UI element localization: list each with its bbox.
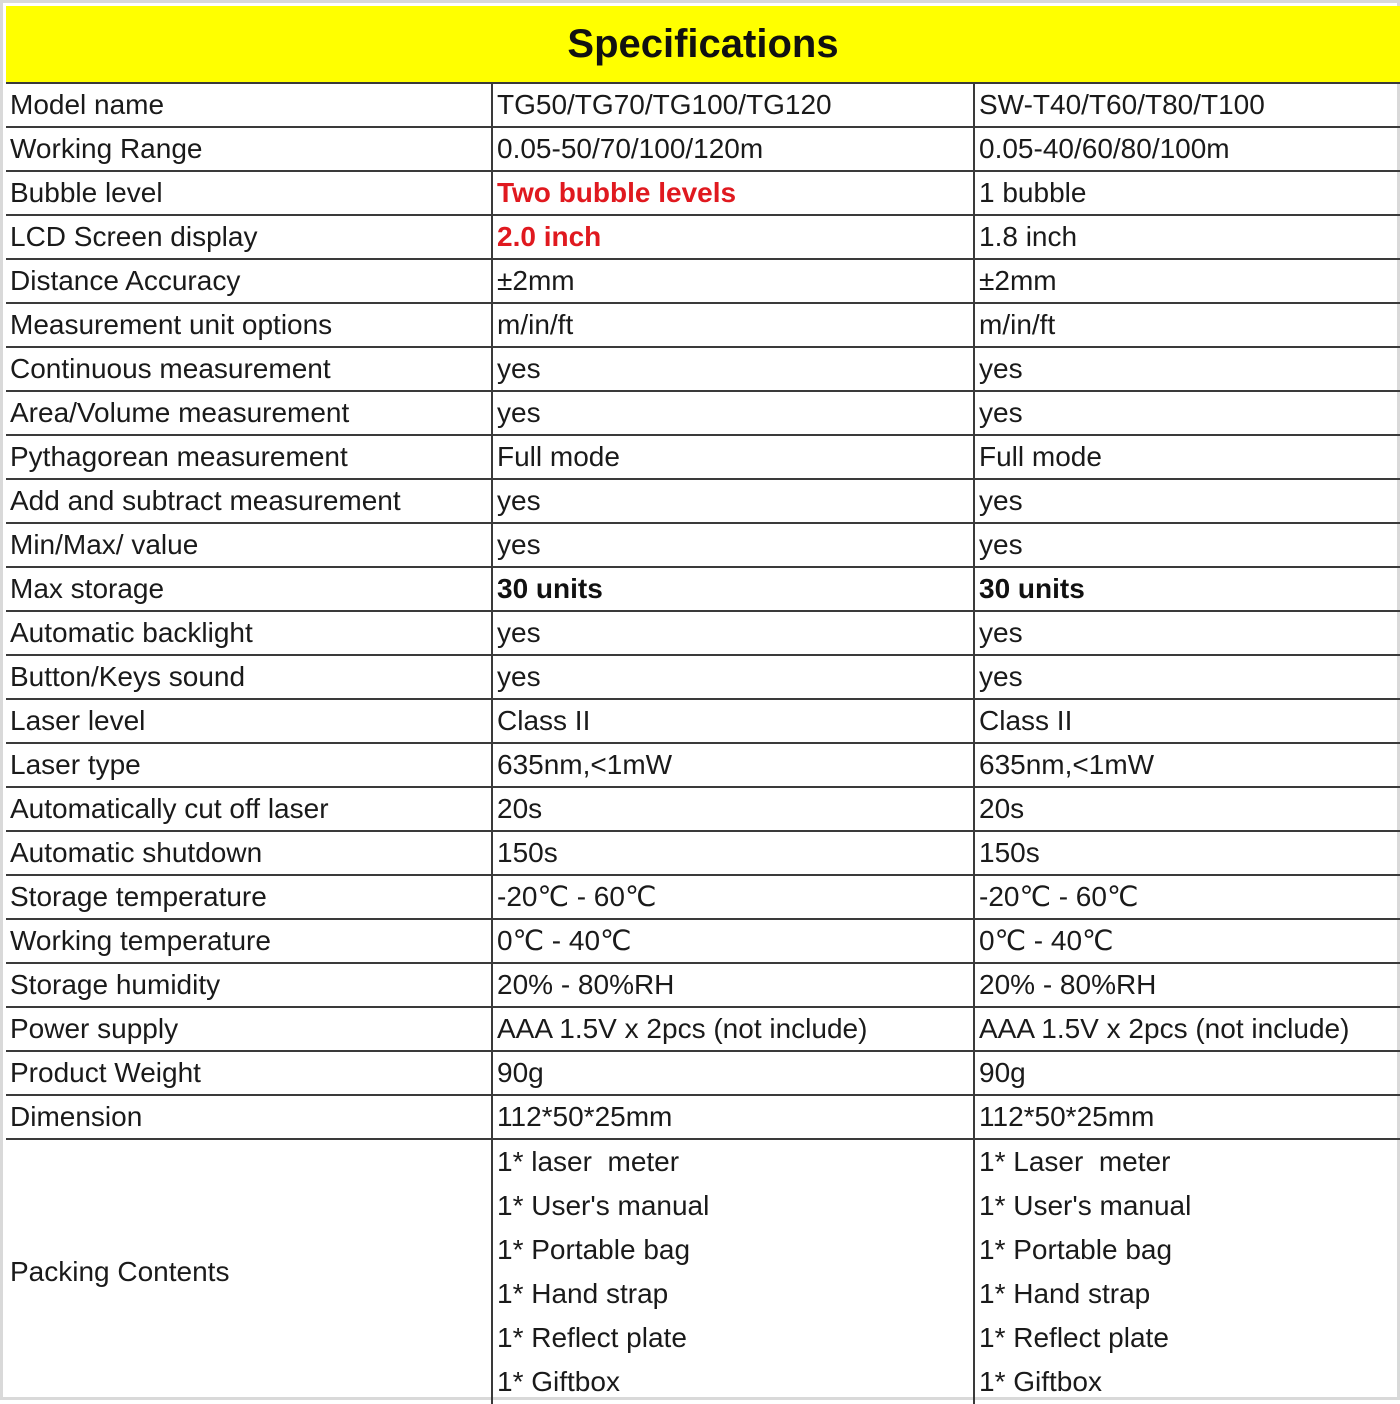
spec-row-bubble-level xyxy=(6,171,1400,215)
spec-row-min-max xyxy=(6,523,1400,567)
spec-value-tg: yes xyxy=(492,347,974,391)
spec-value-swt: yes xyxy=(974,391,1400,435)
spec-row-continuous xyxy=(6,347,1400,391)
spec-row-working-range xyxy=(6,127,1400,171)
spec-row-laser-cutoff xyxy=(6,787,1400,831)
spec-row-model-name xyxy=(6,84,1400,127)
spec-value-swt: Class II xyxy=(974,699,1400,743)
spec-row-laser-level xyxy=(6,699,1400,743)
spec-row-area-volume xyxy=(6,391,1400,435)
spec-value-tg: yes xyxy=(492,523,974,567)
spec-value-tg: Class II xyxy=(492,699,974,743)
spec-label: Max storage xyxy=(6,567,492,611)
spec-row-dimension xyxy=(6,1095,1400,1139)
spec-label: Continuous measurement xyxy=(6,347,492,391)
packing-item: 1* Hand strap xyxy=(979,1278,1151,1309)
packing-item: 1* Giftbox xyxy=(497,1366,620,1397)
packing-item: 1* Hand strap xyxy=(497,1278,669,1309)
spec-value-swt-bold: 30 units xyxy=(974,567,1400,611)
packing-item: 1* User's manual xyxy=(497,1190,710,1221)
spec-row-lcd-screen xyxy=(6,215,1400,259)
spec-value-tg: 0.05-50/70/100/120m xyxy=(492,127,974,171)
spec-label: Product Weight xyxy=(6,1051,492,1095)
spec-value-swt: SW-T40/T60/T80/T100 xyxy=(974,84,1400,127)
spec-label: Laser type xyxy=(6,743,492,787)
spec-value-swt: 635nm,<1mW xyxy=(974,743,1400,787)
spec-value-tg: 112*50*25mm xyxy=(492,1095,974,1139)
packing-item: 1* Portable bag xyxy=(497,1234,691,1265)
spec-value-swt: 150s xyxy=(974,831,1400,875)
spec-value-tg: yes xyxy=(492,479,974,523)
spec-value-swt: AAA 1.5V x 2pcs (not include) xyxy=(974,1007,1400,1051)
spec-label: Model name xyxy=(6,84,492,127)
spec-value-tg: Full mode xyxy=(492,435,974,479)
spec-value-swt: yes xyxy=(974,347,1400,391)
spec-row-storage-humidity xyxy=(6,963,1400,1007)
spec-value-tg: yes xyxy=(492,611,974,655)
packing-item: 1* Portable bag xyxy=(979,1234,1173,1265)
spec-value-tg: TG50/TG70/TG100/TG120 xyxy=(492,84,974,127)
spec-value-swt: 20s xyxy=(974,787,1400,831)
spec-value-tg: AAA 1.5V x 2pcs (not include) xyxy=(492,1007,974,1051)
spec-value-swt: yes xyxy=(974,523,1400,567)
spec-label: Working Range xyxy=(6,127,492,171)
spec-label: Area/Volume measurement xyxy=(6,391,492,435)
spec-row-keys-sound xyxy=(6,655,1400,699)
spec-label: Distance Accuracy xyxy=(6,259,492,303)
spec-label: Storage temperature xyxy=(6,875,492,919)
spec-row-distance-accuracy xyxy=(6,259,1400,303)
spec-row-storage-temp xyxy=(6,875,1400,919)
spec-value-tg-bold: 30 units xyxy=(492,567,974,611)
spec-row-working-temp xyxy=(6,919,1400,963)
spec-label: Automatic backlight xyxy=(6,611,492,655)
spec-value-swt: 112*50*25mm xyxy=(974,1095,1400,1139)
spec-value-tg: m/in/ft xyxy=(492,303,974,347)
spec-label: Button/Keys sound xyxy=(6,655,492,699)
spec-value-swt: yes xyxy=(974,655,1400,699)
spec-value-swt: yes xyxy=(974,479,1400,523)
spec-value-tg: 0℃ - 40℃ xyxy=(492,919,974,963)
spec-value-swt: 0℃ - 40℃ xyxy=(974,919,1400,963)
spec-label: Automatically cut off laser xyxy=(6,787,492,831)
packing-item: 1* laser meter xyxy=(497,1146,680,1177)
spec-value-tg: ±2mm xyxy=(492,259,974,303)
spec-label: Bubble level xyxy=(6,171,492,215)
spec-label: Working temperature xyxy=(6,919,492,963)
packing-item: 1* Reflect plate xyxy=(497,1322,687,1353)
spec-row-unit-options xyxy=(6,303,1400,347)
spec-value-tg: 635nm,<1mW xyxy=(492,743,974,787)
spec-value-swt: yes xyxy=(974,611,1400,655)
packing-item: 1* Giftbox xyxy=(979,1366,1102,1397)
spec-value-tg-highlight: Two bubble levels xyxy=(492,171,974,215)
spec-label: Min/Max/ value xyxy=(6,523,492,567)
spec-value-tg: 90g xyxy=(492,1051,974,1095)
spec-row-auto-shutdown xyxy=(6,831,1400,875)
spec-value-swt: 90g xyxy=(974,1051,1400,1095)
spec-label: Dimension xyxy=(6,1095,492,1139)
spec-value-tg: 150s xyxy=(492,831,974,875)
spec-value-swt: 0.05-40/60/80/100m xyxy=(974,127,1400,171)
spec-value-swt: 1 bubble xyxy=(974,171,1400,215)
spec-row-packing-contents xyxy=(6,1139,1400,1404)
spec-value-tg: yes xyxy=(492,655,974,699)
spec-table xyxy=(6,84,1400,1404)
spec-label: Laser level xyxy=(6,699,492,743)
spec-value-tg: -20℃ - 60℃ xyxy=(492,875,974,919)
spec-value-swt: -20℃ - 60℃ xyxy=(974,875,1400,919)
spec-label: Automatic shutdown xyxy=(6,831,492,875)
specifications-title: Specifications xyxy=(6,6,1400,84)
packing-list-tg xyxy=(492,1139,974,1404)
spec-label: LCD Screen display xyxy=(6,215,492,259)
spec-value-swt: ±2mm xyxy=(974,259,1400,303)
spec-row-pythagorean xyxy=(6,435,1400,479)
spec-value-tg: 20% - 80%RH xyxy=(492,963,974,1007)
spec-row-backlight xyxy=(6,611,1400,655)
spec-value-tg-highlight: 2.0 inch xyxy=(492,215,974,259)
spec-label: Power supply xyxy=(6,1007,492,1051)
spec-row-power-supply xyxy=(6,1007,1400,1051)
spec-label: Storage humidity xyxy=(6,963,492,1007)
spec-row-laser-type xyxy=(6,743,1400,787)
spec-value-swt: Full mode xyxy=(974,435,1400,479)
packing-list-swt xyxy=(974,1139,1400,1404)
spec-value-swt: 20% - 80%RH xyxy=(974,963,1400,1007)
spec-label: Measurement unit options xyxy=(6,303,492,347)
spec-value-swt: m/in/ft xyxy=(974,303,1400,347)
spec-label: Packing Contents xyxy=(6,1139,492,1404)
spec-row-max-storage xyxy=(6,567,1400,611)
spec-value-tg: 20s xyxy=(492,787,974,831)
spec-value-tg: yes xyxy=(492,391,974,435)
spec-label: Add and subtract measurement xyxy=(6,479,492,523)
packing-item: 1* Laser meter xyxy=(979,1146,1171,1177)
spec-row-product-weight xyxy=(6,1051,1400,1095)
spec-row-add-subtract xyxy=(6,479,1400,523)
packing-item: 1* User's manual xyxy=(979,1190,1192,1221)
spec-value-swt: 1.8 inch xyxy=(974,215,1400,259)
packing-item: 1* Reflect plate xyxy=(979,1322,1169,1353)
spec-label: Pythagorean measurement xyxy=(6,435,492,479)
